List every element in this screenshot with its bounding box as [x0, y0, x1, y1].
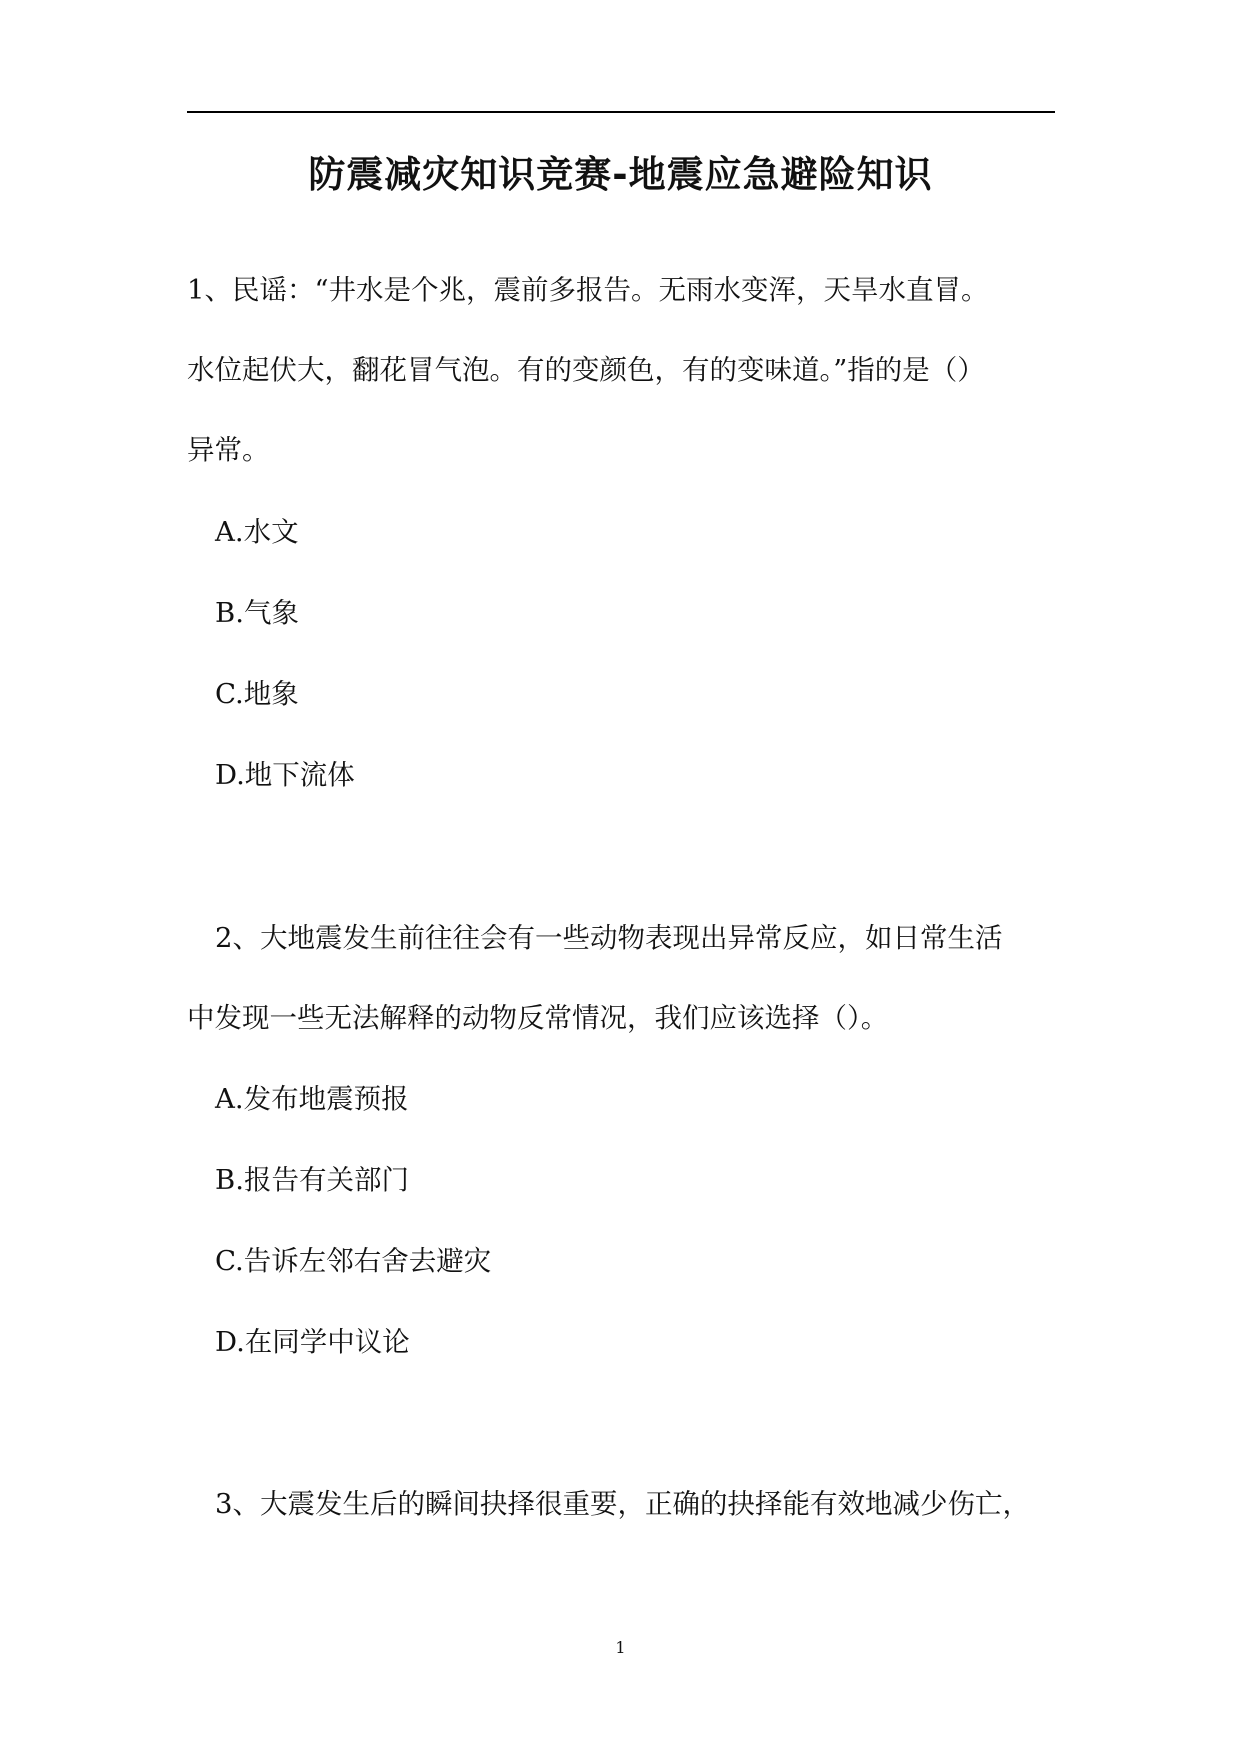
question-2-option-a: A.发布地震预报	[215, 1083, 409, 1115]
document-title: 防震减灾知识竞赛-地震应急避险知识	[308, 153, 933, 196]
question-2-line-2: 中发现一些无法解释的动物反常情况，我们应该选择（）。	[187, 1002, 889, 1034]
question-1-line-3: 异常。	[187, 434, 270, 466]
question-1-option-c: C.地象	[215, 678, 299, 710]
question-1-option-b: B.气象	[215, 597, 299, 629]
header-rule	[187, 111, 1055, 113]
question-2-option-b: B.报告有关部门	[215, 1164, 409, 1196]
question-2-option-d: D.在同学中议论	[215, 1326, 410, 1358]
question-1-option-d: D.地下流体	[215, 759, 355, 791]
question-2-option-c: C.告诉左邻右舍去避灾	[215, 1245, 492, 1277]
question-1-line-1: 1、民谣：“井水是个兆，震前多报告。无雨水变浑，天旱水直冒。	[187, 274, 989, 306]
question-3-line-1: 3、大震发生后的瞬间抉择很重要，正确的抉择能有效地减少伤亡，	[215, 1488, 1030, 1520]
page-number: 1	[615, 1638, 626, 1657]
question-2-line-1: 2、大地震发生前往往会有一些动物表现出异常反应，如日常生活	[215, 922, 1003, 954]
question-1-line-2: 水位起伏大，翻花冒气泡。有的变颜色，有的变味道。”指的是（）	[187, 354, 985, 386]
question-1-option-a: A.水文	[215, 516, 299, 548]
